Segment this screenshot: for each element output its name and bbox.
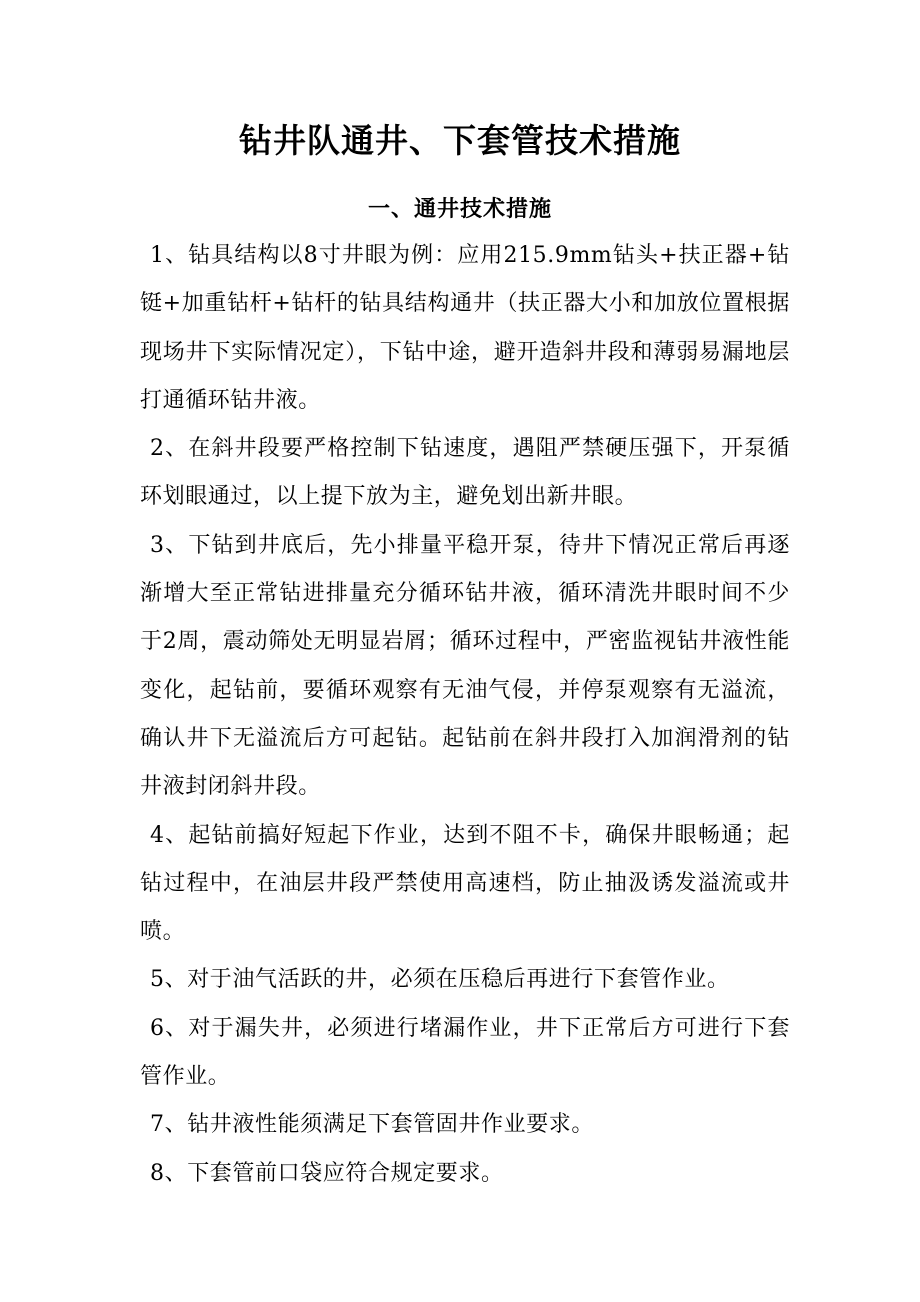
paragraph-5: 5、对于油气活跃的井，必须在压稳后再进行下套管作业。 (150, 967, 730, 993)
paragraph-6: 6、对于漏失井，必须进行堵漏作业，井下正常后方可进行下套管作业。 (140, 1015, 790, 1090)
paragraph-7: 7、钻井液性能须满足下套管固井作业要求。 (150, 1112, 594, 1138)
paragraph-1: 1、钻具结构以8寸井眼为例：应用215.9mm钻头+扶正器+钻铤+加重钻杆+钻杆的钻具结构通井（扶正器大小和加放位置根据现场井下实际情况定），下钻中途，避开造斜井段和薄弱易漏地层打通循环钻井液。 (140, 243, 790, 413)
paragraph-8: 8、下套管前口袋应符合规定要求。 (150, 1160, 504, 1186)
section-heading: 一、通井技术措施 (367, 196, 552, 222)
document-body (140, 232, 790, 1198)
paragraph-4: 4、起钻前搞好短起下作业，达到不阻不卡，确保井眼畅通；起钻过程中，在油层井段严禁使用高速档，防止抽汲诱发溢流或井喷。 (140, 822, 790, 945)
paragraph-2: 2、在斜井段要严格控制下钻速度，遇阻严禁硬压强下，开泵循环划眼通过，以上提下放为主，避免划出新井眼。 (140, 436, 790, 510)
document-title: 钻井队通井、下套管技术措施 (239, 121, 681, 160)
paragraph-3: 3、下钻到井底后，先小排量平稳开泵，待井下情况正常后再逐渐增大至正常钻进排量充分循环钻井液，循环清洗井眼时间不少于2周，震动筛处无明显岩屑；循环过程中，严密监视钻井液性能变化，起钻前，要循环观察有无油气侵，并停泵观察有无溢流，确认井下无溢流后方可起钻。起钻前在斜井段打入加润滑剂的钻井液封闭斜井段。 (140, 532, 790, 800)
